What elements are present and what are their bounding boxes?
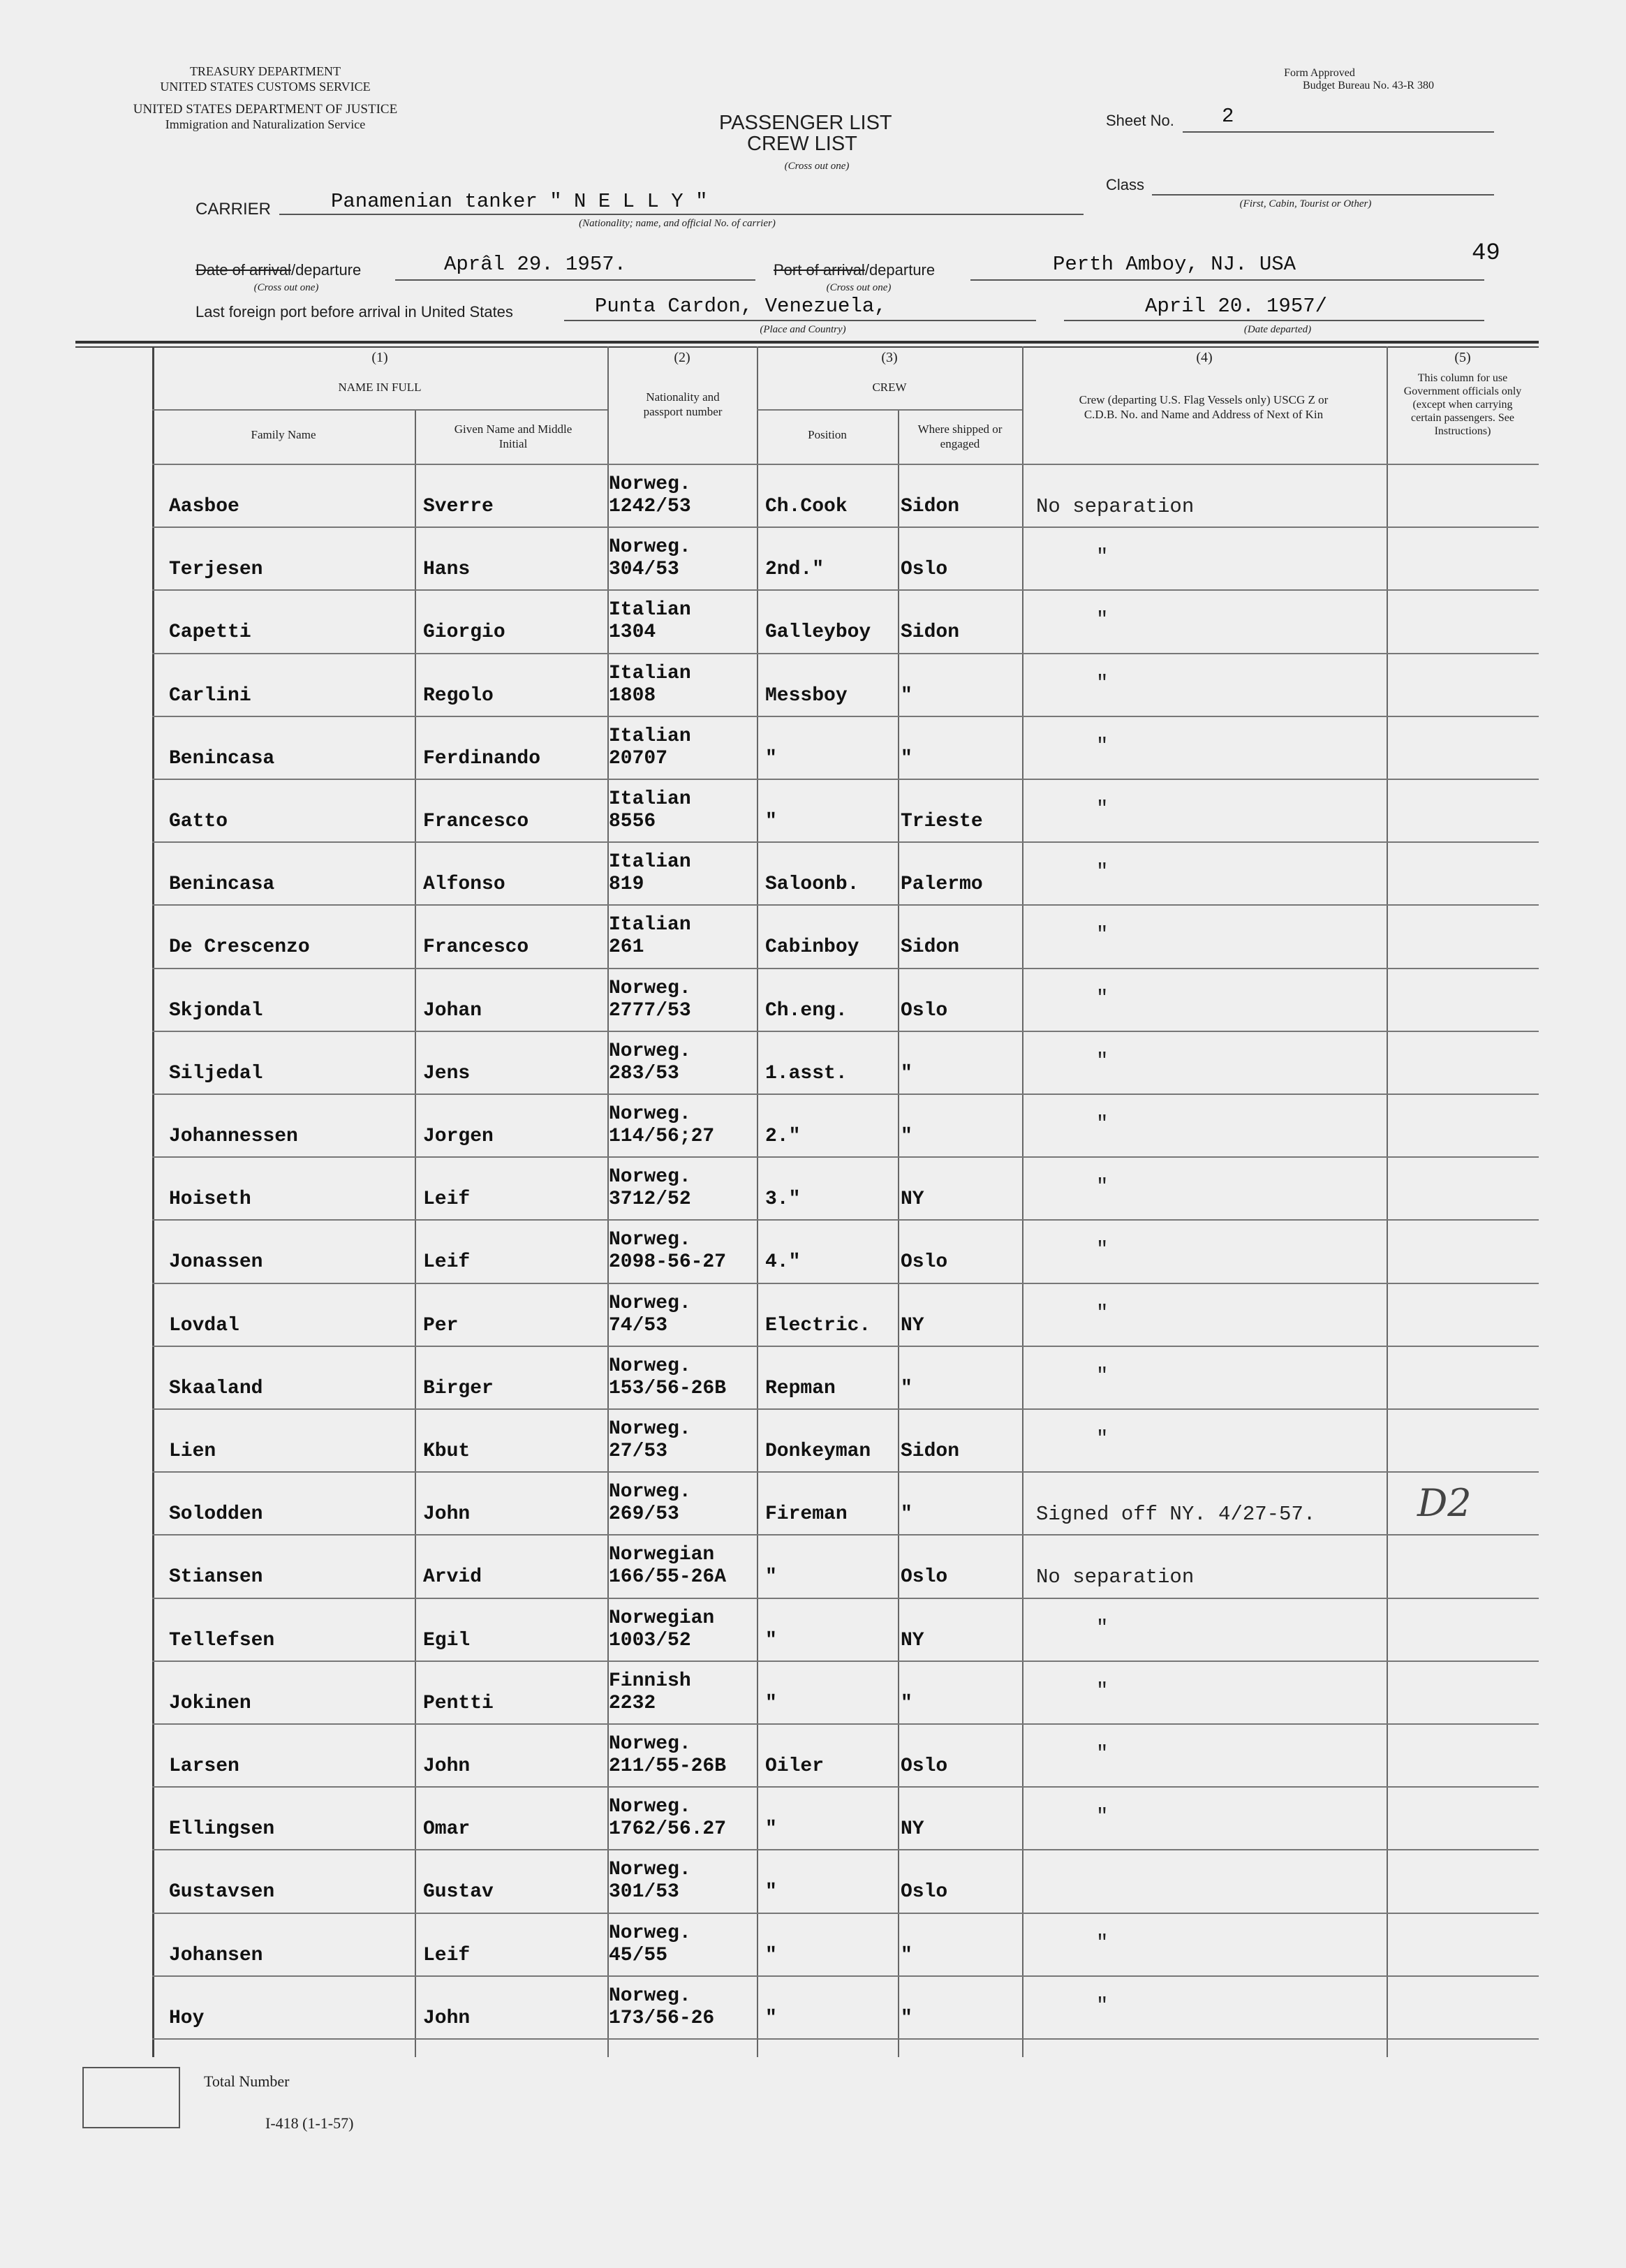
next-of-kin-note: " <box>1096 1427 1109 1450</box>
given-name: Regolo <box>423 685 494 707</box>
family-name: Jokinen <box>169 1693 251 1714</box>
family-name: Johansen <box>169 1945 263 1966</box>
family-name: Benincasa <box>169 874 275 895</box>
agency-line-4: Immigration and Naturalization Service <box>165 117 366 131</box>
given-name: Jens <box>423 1063 471 1084</box>
shipped-at: Sidon <box>901 496 960 517</box>
row-rule <box>152 1031 1539 1032</box>
given-name: Kbut <box>423 1441 471 1462</box>
table-top-rule-2 <box>75 346 1539 348</box>
form-approved: Form Approved <box>1284 67 1355 79</box>
passport-number: 27/53 <box>609 1441 668 1462</box>
shipped-at: Oslo <box>901 1755 948 1777</box>
position: Ch.Cook <box>765 496 848 517</box>
form-id: I-418 (1-1-57) <box>265 2114 354 2132</box>
nationality: Italian <box>609 914 691 936</box>
col2-number: (2) <box>674 350 690 365</box>
family-name: Siljedal <box>169 1063 263 1084</box>
next-of-kin-note: " <box>1096 923 1109 946</box>
date-label-rest: /departure <box>290 261 362 279</box>
next-of-kin-note: " <box>1096 1050 1109 1073</box>
nationality: Norweg. <box>609 1418 691 1440</box>
class-line <box>1152 194 1494 196</box>
next-of-kin-header: Crew (departing U.S. Flag Vessels only) USCG Z or C.D.B. No. and Name and Address of Next of Kin <box>1079 393 1329 421</box>
position: Messboy <box>765 685 848 707</box>
nationality: Norweg. <box>609 1733 691 1755</box>
nationality: Norweg. <box>609 978 691 999</box>
agency-line-1: TREASURY DEPARTMENT <box>189 64 341 78</box>
shipped-at: NY <box>901 1188 924 1210</box>
row-rule <box>152 904 1539 906</box>
last-port-label: Last foreign port before arrival in United States <box>195 303 513 321</box>
row-rule <box>152 1849 1539 1850</box>
family-name: Terjesen <box>169 559 263 580</box>
row-rule <box>152 1723 1539 1725</box>
family-name: Larsen <box>169 1755 239 1777</box>
shipped-at: " <box>901 1063 912 1084</box>
row-rule <box>152 1534 1539 1536</box>
family-name: Benincasa <box>169 748 275 770</box>
crew-header: CREW <box>872 381 907 394</box>
shipped-at: " <box>901 1693 912 1714</box>
passport-number: 74/53 <box>609 1315 668 1336</box>
row-rule <box>152 841 1539 843</box>
given-name: John <box>423 2008 471 2029</box>
nationality: Norweg. <box>609 1859 691 1880</box>
form-title-passenger: PASSENGER LIST <box>719 112 892 134</box>
family-name: Aasboe <box>169 496 239 517</box>
next-of-kin-note: " <box>1096 545 1109 568</box>
nationality: Italian <box>609 663 691 684</box>
position: " <box>765 748 777 770</box>
position: Ch.eng. <box>765 1000 848 1022</box>
date-label-struck: Date of arrival <box>195 261 291 279</box>
nationality: Norweg. <box>609 1355 691 1377</box>
row-rule <box>152 1156 1539 1158</box>
next-of-kin-note: " <box>1096 1364 1109 1387</box>
next-of-kin-note: " <box>1096 1742 1109 1765</box>
given-name: Gustav <box>423 1881 494 1903</box>
position: Saloonb. <box>765 874 859 895</box>
position: 4." <box>765 1251 801 1273</box>
sheet-line <box>1183 131 1494 133</box>
nationality: Norweg. <box>609 1922 691 1944</box>
family-name: Skaaland <box>169 1378 263 1399</box>
passport-number: 45/55 <box>609 1945 668 1966</box>
next-of-kin-note: Signed off NY. 4/27-57. <box>1036 1503 1316 1526</box>
divider-family-given <box>415 409 416 2057</box>
given-name: Omar <box>423 1818 471 1840</box>
passport-number: 166/55-26A <box>609 1566 727 1588</box>
next-of-kin-note: " <box>1096 987 1109 1010</box>
next-of-kin-note: " <box>1096 735 1109 758</box>
position: 2nd." <box>765 559 825 580</box>
given-name: Birger <box>423 1378 494 1399</box>
sheet-label: Sheet No. <box>1106 112 1174 129</box>
next-of-kin-note: " <box>1096 1679 1109 1702</box>
class-hint: (First, Cabin, Tourist or Other) <box>1239 198 1372 209</box>
nationality: Norweg. <box>609 1481 691 1503</box>
official-use-header: This column for use Government officials only (except when carrying certain passengers. See Instructions) <box>1403 372 1522 437</box>
passport-number: 173/56-26 <box>609 2008 715 2029</box>
next-of-kin-note: " <box>1096 1931 1109 1954</box>
passport-number: 211/55-26B <box>609 1755 727 1777</box>
position: 1.asst. <box>765 1063 848 1084</box>
next-of-kin-note: " <box>1096 860 1109 883</box>
col1-number: (1) <box>371 350 388 365</box>
position: Fireman <box>765 1503 848 1525</box>
next-of-kin-note: " <box>1096 1302 1109 1325</box>
given-name: Egil <box>423 1630 471 1651</box>
row-rule <box>152 589 1539 591</box>
shipped-at: Palermo <box>901 874 983 895</box>
port-label-struck: Port of arrival <box>774 261 865 279</box>
shipped-at: NY <box>901 1630 924 1651</box>
last-port-value: Punta Cardon, Venezuela, <box>595 295 887 318</box>
row-rule <box>152 968 1539 969</box>
given-name: Leif <box>423 1945 471 1966</box>
form-title-crew: CREW LIST <box>747 133 857 155</box>
row-rule <box>152 2038 1539 2040</box>
row-rule <box>152 1975 1539 1977</box>
passport-number: 283/53 <box>609 1063 679 1084</box>
next-of-kin-note: " <box>1096 672 1109 695</box>
family-name: Solodden <box>169 1503 263 1525</box>
row-rule <box>152 1408 1539 1410</box>
nationality: Norweg. <box>609 1985 691 2007</box>
passport-number: 114/56;27 <box>609 1126 715 1147</box>
next-of-kin-note: " <box>1096 1994 1109 2017</box>
nationality: Norwegian <box>609 1544 715 1566</box>
shipped-at: Sidon <box>901 621 960 643</box>
col1-title: NAME IN FULL <box>338 381 422 394</box>
place-hint: (Place and Country) <box>760 324 846 335</box>
given-name: Leif <box>423 1188 471 1210</box>
passport-number: 2232 <box>609 1693 656 1714</box>
nationality: Norweg. <box>609 1229 691 1251</box>
row-rule <box>152 1598 1539 1599</box>
family-name: Tellefsen <box>169 1630 275 1651</box>
shipped-at: Sidon <box>901 1441 960 1462</box>
passport-number: 261 <box>609 936 644 958</box>
nationality: Norweg. <box>609 536 691 558</box>
given-name: Sverre <box>423 496 494 517</box>
nationality: Finnish <box>609 1670 691 1692</box>
row-rule <box>152 1660 1539 1662</box>
given-name: Giorgio <box>423 621 505 643</box>
row-rule <box>152 1346 1539 1347</box>
port-label-rest: /departure <box>864 261 936 279</box>
nationality: Norweg. <box>609 1166 691 1188</box>
shipped-at: Oslo <box>901 1566 948 1588</box>
next-of-kin-note: " <box>1096 797 1109 820</box>
nationality: Norweg. <box>609 1103 691 1125</box>
shipped-at: " <box>901 748 912 770</box>
position: " <box>765 1818 777 1840</box>
given-name: Francesco <box>423 936 529 958</box>
date-line <box>395 279 755 281</box>
passport-number: 1003/52 <box>609 1630 691 1651</box>
nationality: Norwegian <box>609 1607 715 1629</box>
row-rule <box>152 1786 1539 1788</box>
table-top-rule <box>75 341 1539 344</box>
date-cross-hint: (Cross out one) <box>253 282 319 293</box>
shipped-at: " <box>901 1945 912 1966</box>
family-name: Lovdal <box>169 1315 239 1336</box>
row-rule <box>152 1219 1539 1221</box>
port-cross-hint: (Cross out one) <box>826 282 892 293</box>
position: Galleyboy <box>765 621 871 643</box>
family-name-header: Family Name <box>251 428 316 441</box>
next-of-kin-note: " <box>1096 1617 1109 1640</box>
given-name: Pentti <box>423 1693 494 1714</box>
passport-number: 1808 <box>609 685 656 707</box>
carrier-hint: (Nationality; name, and official No. of carrier) <box>579 218 776 229</box>
given-name: John <box>423 1503 471 1525</box>
family-name: Johannessen <box>169 1126 298 1147</box>
shipped-at: " <box>901 1378 912 1399</box>
total-number-box <box>82 2067 180 2128</box>
agency-line-2: UNITED STATES CUSTOMS SERVICE <box>160 80 371 94</box>
position: Donkeyman <box>765 1441 871 1462</box>
family-name: Capetti <box>169 621 251 643</box>
family-name: De Crescenzo <box>169 936 310 958</box>
class-label: Class <box>1106 176 1145 193</box>
passport-number: 3712/52 <box>609 1188 691 1210</box>
page-number: 49 <box>1472 240 1500 267</box>
row-rule <box>152 1471 1539 1473</box>
position: " <box>765 2008 777 2029</box>
nationality: Norweg. <box>609 1796 691 1818</box>
shipped-at: " <box>901 2008 912 2029</box>
shipped-at: " <box>901 685 912 707</box>
given-name: Francesco <box>423 811 529 832</box>
nationality: Italian <box>609 851 691 873</box>
family-name: Jonassen <box>169 1251 263 1273</box>
position: " <box>765 1566 777 1588</box>
col4-number: (4) <box>1196 350 1213 365</box>
header-bottom-rule <box>152 464 1539 465</box>
port-label <box>774 261 935 279</box>
position: " <box>765 1945 777 1966</box>
table-border-left <box>152 346 154 2057</box>
date-departed-hint: (Date departed) <box>1243 324 1312 335</box>
next-of-kin-note: " <box>1096 1175 1109 1198</box>
budget-bureau: Budget Bureau No. 43-R 380 <box>1303 80 1434 91</box>
passport-number: 20707 <box>609 748 668 770</box>
next-of-kin-note: No separation <box>1036 1566 1195 1589</box>
shipped-at: NY <box>901 1818 924 1840</box>
passport-number: 2777/53 <box>609 1000 691 1022</box>
position-header: Position <box>808 428 847 441</box>
agency-line-3: UNITED STATES DEPARTMENT OF JUSTICE <box>133 102 398 117</box>
passport-number: 819 <box>609 874 644 895</box>
carrier-line <box>279 214 1084 215</box>
given-name: Alfonso <box>423 874 505 895</box>
position: 2." <box>765 1126 801 1147</box>
col3-number: (3) <box>881 350 898 365</box>
position: Cabinboy <box>765 936 859 958</box>
given-name-header: Given Name and Middle Initial <box>454 422 572 450</box>
shipped-at: Sidon <box>901 936 960 958</box>
position: " <box>765 1693 777 1714</box>
family-name: Gustavsen <box>169 1881 275 1903</box>
cross-out-hint: (Cross out one) <box>784 161 850 172</box>
family-name: Skjondal <box>169 1000 263 1022</box>
shipped-header: Where shipped or engaged <box>917 422 1003 450</box>
row-rule <box>152 1283 1539 1284</box>
position: Repman <box>765 1378 836 1399</box>
nationality: Italian <box>609 726 691 747</box>
family-name: Carlini <box>169 685 251 707</box>
port-value: Perth Amboy, NJ. USA <box>1053 253 1296 276</box>
position: " <box>765 1881 777 1903</box>
official-mark: D2 <box>1417 1481 1472 1525</box>
passport-number: 8556 <box>609 811 656 832</box>
nationality: Italian <box>609 599 691 621</box>
divider-nat-crew <box>757 346 758 2057</box>
shipped-at: Oslo <box>901 1251 948 1273</box>
row-rule <box>152 526 1539 528</box>
given-name: Jorgen <box>423 1126 494 1147</box>
nationality: Norweg. <box>609 1293 691 1314</box>
passport-number: 2098-56-27 <box>609 1251 727 1273</box>
given-name: Per <box>423 1315 459 1336</box>
given-name: Hans <box>423 559 471 580</box>
passport-number: 301/53 <box>609 1881 679 1903</box>
family-name: Stiansen <box>169 1566 263 1588</box>
date-departed-value: April 20. 1957/ <box>1145 295 1328 318</box>
row-rule <box>152 1094 1539 1095</box>
family-name: Ellingsen <box>169 1818 275 1840</box>
shipped-at: Oslo <box>901 1881 948 1903</box>
nationality: Norweg. <box>609 1040 691 1062</box>
row-rule <box>152 1913 1539 1914</box>
passport-number: 153/56-26B <box>609 1378 727 1399</box>
nationality-header: Nationality and passport number <box>643 390 723 418</box>
row-rule <box>152 653 1539 654</box>
row-rule <box>152 779 1539 780</box>
next-of-kin-note: " <box>1096 1805 1109 1828</box>
passport-number: 1304 <box>609 621 656 643</box>
nationality: Italian <box>609 788 691 810</box>
divider-kin-official <box>1387 346 1388 2057</box>
shipped-at: Oslo <box>901 1000 948 1022</box>
next-of-kin-note: No separation <box>1036 495 1195 518</box>
given-name: Ferdinando <box>423 748 541 770</box>
nationality: Norweg. <box>609 473 691 495</box>
position: Oiler <box>765 1755 825 1777</box>
next-of-kin-note: " <box>1096 608 1109 631</box>
passport-number: 1242/53 <box>609 496 691 517</box>
sheet-number: 2 <box>1222 105 1234 128</box>
col5-number: (5) <box>1454 350 1471 365</box>
carrier-label: CARRIER <box>195 200 272 219</box>
shipped-at: NY <box>901 1315 924 1336</box>
carrier-value: Panamenian tanker " N E L L Y " <box>331 190 708 213</box>
given-name: Johan <box>423 1000 482 1022</box>
shipped-at: " <box>901 1503 912 1525</box>
passport-number: 269/53 <box>609 1503 679 1525</box>
position: Electric. <box>765 1315 871 1336</box>
row-rule <box>152 716 1539 717</box>
family-name: Hoy <box>169 2008 205 2029</box>
position: " <box>765 811 777 832</box>
subheader-rule-names <box>152 409 607 411</box>
shipped-at: Trieste <box>901 811 983 832</box>
family-name: Lien <box>169 1441 216 1462</box>
given-name: Arvid <box>423 1566 482 1588</box>
passport-number: 304/53 <box>609 559 679 580</box>
date-departed-line <box>1064 320 1484 321</box>
subheader-rule-crew <box>757 409 1022 411</box>
given-name: Leif <box>423 1251 471 1273</box>
divider-crew-kin <box>1022 346 1023 2057</box>
shipped-at: Oslo <box>901 559 948 580</box>
next-of-kin-note: " <box>1096 1238 1109 1261</box>
passport-number: 1762/56.27 <box>609 1818 727 1840</box>
shipped-at: " <box>901 1126 912 1147</box>
port-line <box>970 279 1484 281</box>
last-port-line <box>564 320 1036 321</box>
divider-position-shipped <box>898 409 899 2057</box>
date-label <box>195 261 361 279</box>
family-name: Gatto <box>169 811 228 832</box>
position: " <box>765 1630 777 1651</box>
total-number-label: Total Number <box>204 2072 290 2090</box>
date-value: Aprâl 29. 1957. <box>444 253 627 276</box>
position: 3." <box>765 1188 801 1210</box>
given-name: John <box>423 1755 471 1777</box>
next-of-kin-note: " <box>1096 1112 1109 1135</box>
family-name: Hoiseth <box>169 1188 251 1210</box>
